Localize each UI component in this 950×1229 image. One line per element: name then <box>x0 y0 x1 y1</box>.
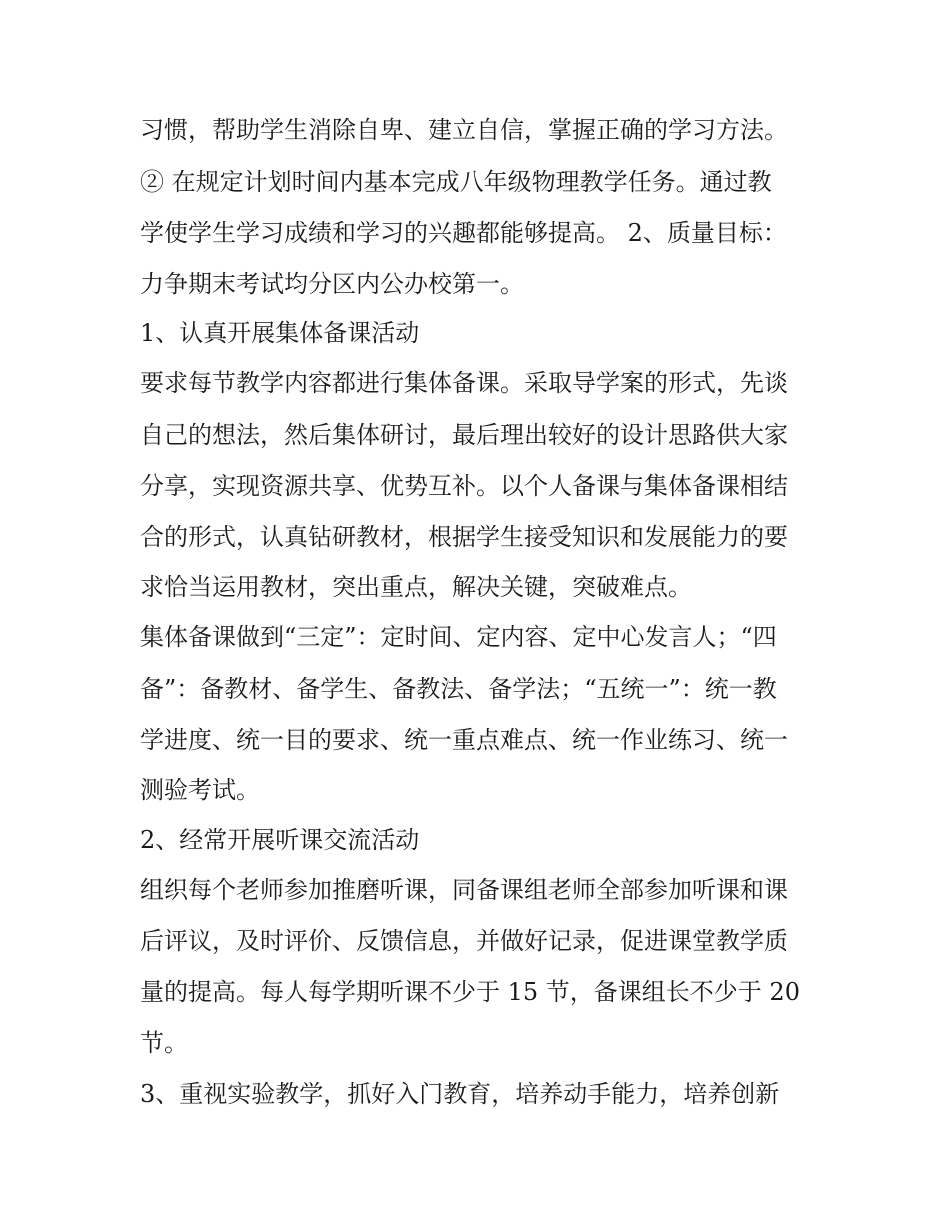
text-line: 后评议，及时评价、反馈信息，并做好记录，促进课堂教学质 <box>140 927 788 955</box>
text-line: 节。 <box>140 1029 188 1057</box>
section-heading: 3、重视实验教学，抓好入门教育，培养动手能力，培养创新 <box>140 1080 780 1108</box>
text-line: 集体备课做到“三定”：定时间、定内容、定中心发言人；“四 <box>140 623 777 651</box>
text-line: 力争期末考试均分区内公办校第一。 <box>140 270 524 298</box>
text-line: 测验考试。 <box>140 776 260 804</box>
section-heading: 2、经常开展听课交流活动 <box>140 826 420 854</box>
text-line: 合的形式，认真钻研教材，根据学生接受知识和发展能力的要 <box>140 523 788 551</box>
text-line: ② 在规定计划时间内基本完成八年级物理教学任务。通过教 <box>140 168 772 196</box>
text-line: 自己的想法，然后集体研讨，最后理出较好的设计思路供大家 <box>140 421 788 449</box>
text-line: 学进度、统一目的要求、统一重点难点、统一作业练习、统一 <box>140 726 788 754</box>
text-line: 备”：备教材、备学生、备教法、备学法；“五统一”：统一教 <box>140 675 777 703</box>
text-line: 要求每节教学内容都进行集体备课。采取导学案的形式，先谈 <box>140 369 788 397</box>
text-line: 习惯，帮助学生消除自卑、建立自信，掌握正确的学习方法。 <box>140 116 788 144</box>
text-line: 组织每个老师参加推磨听课，同备课组老师全部参加听课和课 <box>140 876 788 904</box>
text-line: 求恰当运用教材，突出重点，解决关键，突破难点。 <box>140 573 692 601</box>
text-line: 分享，实现资源共享、优势互补。以个人备课与集体备课相结 <box>140 472 788 500</box>
text-line: 量的提高。每人每学期听课不少于 15 节，备课组长不少于 20 <box>140 978 800 1006</box>
text-line: 学使学生学习成绩和学习的兴趣都能够提高。 2、质量目标： <box>140 219 787 247</box>
section-heading: 1、认真开展集体备课活动 <box>140 319 420 347</box>
